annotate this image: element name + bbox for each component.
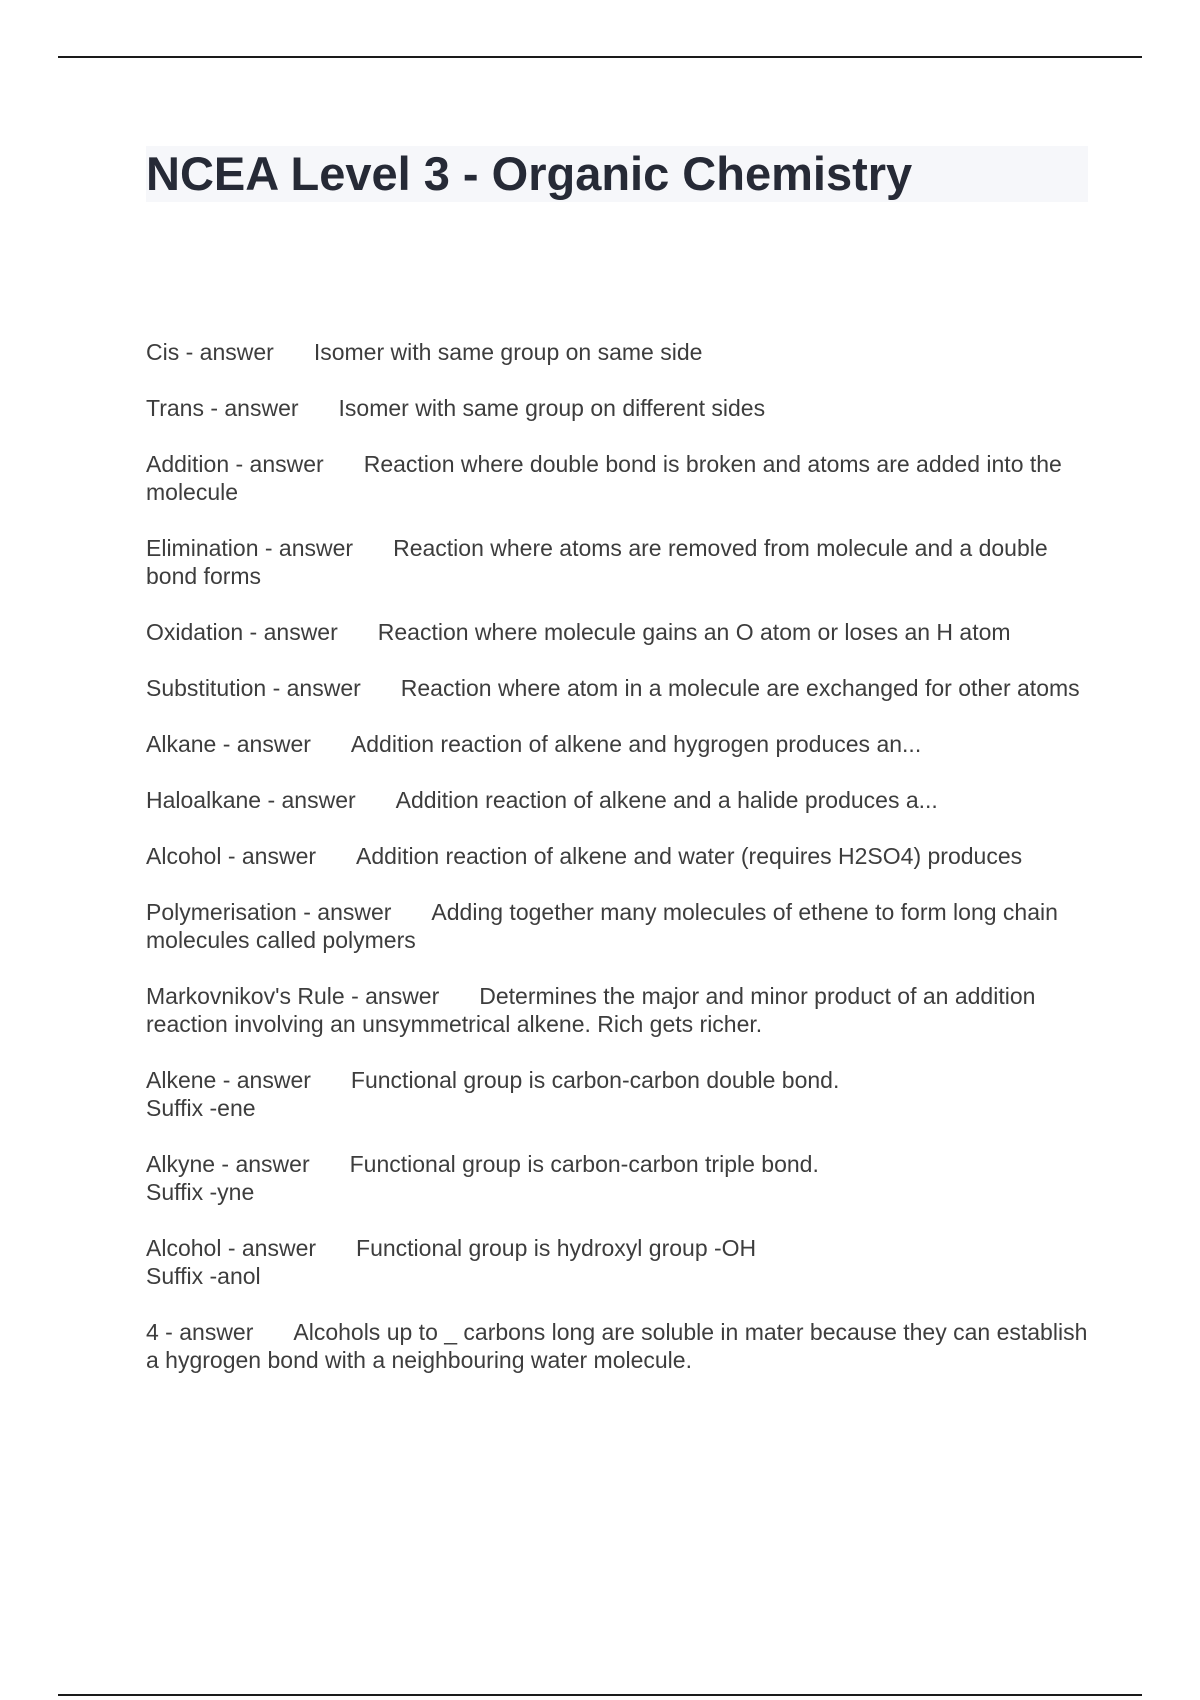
flashcard: [146, 618, 1094, 646]
flashcard: [146, 786, 1094, 814]
top-rule: [58, 56, 1142, 58]
card-term: Alcohol - answer: [146, 843, 317, 869]
flashcard: [146, 450, 1094, 506]
card-term: Alkyne - answer: [146, 1151, 310, 1177]
flashcard: [146, 1066, 1094, 1122]
flashcard: [146, 898, 1094, 954]
card-definition: Addition reaction of alkene and water (requires H2SO4) produces: [356, 843, 1023, 869]
card-definition: Functional group is hydroxyl group -OH: [356, 1235, 757, 1261]
flashcard: [146, 674, 1094, 702]
card-term: Cis - answer: [146, 339, 274, 365]
card-definition: Reaction where atoms are removed from molecule and a double bond forms: [146, 535, 1048, 589]
card-term: Oxidation - answer: [146, 619, 338, 645]
card-extra: Suffix -yne: [146, 1179, 255, 1205]
card-term: Haloalkane - answer: [146, 787, 356, 813]
flashcard: [146, 394, 1094, 422]
card-term: Elimination - answer: [146, 535, 354, 561]
card-definition: Functional group is carbon-carbon triple bond.: [349, 1151, 819, 1177]
card-term: Alkane - answer: [146, 731, 311, 757]
flashcard: [146, 534, 1094, 590]
flashcard: [146, 842, 1094, 870]
card-definition: Reaction where double bond is broken and atoms are added into the molecule: [146, 451, 1062, 505]
card-definition: Alcohols up to _ carbons long are soluble in mater because they can establish a hygrogen bond with a neighbouring water molecule.: [146, 1319, 1088, 1373]
card-term: 4 - answer: [146, 1319, 254, 1345]
card-term: Addition - answer: [146, 451, 324, 477]
card-definition: Determines the major and minor product of an addition reaction involving an unsymmetrical alkene. Rich gets richer.: [146, 983, 1036, 1037]
card-term: Trans - answer: [146, 395, 299, 421]
flashcard: [146, 730, 1094, 758]
card-definition: Adding together many molecules of ethene to form long chain molecules called polymers: [146, 899, 1058, 953]
card-term: Markovnikov's Rule - answer: [146, 983, 440, 1009]
card-term: Alkene - answer: [146, 1067, 311, 1093]
flashcard: [146, 338, 1094, 366]
flashcard: [146, 1234, 1094, 1290]
flashcard: [146, 1318, 1094, 1374]
flashcard-list: [146, 338, 1094, 1402]
card-definition: Isomer with same group on different sides: [338, 395, 766, 421]
card-extra: Suffix -anol: [146, 1263, 261, 1289]
flashcard: [146, 982, 1094, 1038]
card-definition: Reaction where atom in a molecule are exchanged for other atoms: [400, 675, 1080, 701]
card-term: Substitution - answer: [146, 675, 361, 701]
card-term: Alcohol - answer: [146, 1235, 317, 1261]
card-term: Polymerisation - answer: [146, 899, 392, 925]
card-definition: Isomer with same group on same side: [313, 339, 703, 365]
flashcard: [146, 1150, 1094, 1206]
document-title: NCEA Level 3 - Organic Chemistry: [146, 147, 913, 200]
bottom-rule: [58, 1694, 1142, 1696]
card-definition: Reaction where molecule gains an O atom or loses an H atom: [377, 619, 1011, 645]
card-extra: Suffix -ene: [146, 1095, 256, 1121]
card-definition: Addition reaction of alkene and hygrogen produces an...: [350, 731, 922, 757]
card-definition: Addition reaction of alkene and a halide produces a...: [395, 787, 938, 813]
card-definition: Functional group is carbon-carbon double bond.: [350, 1067, 840, 1093]
